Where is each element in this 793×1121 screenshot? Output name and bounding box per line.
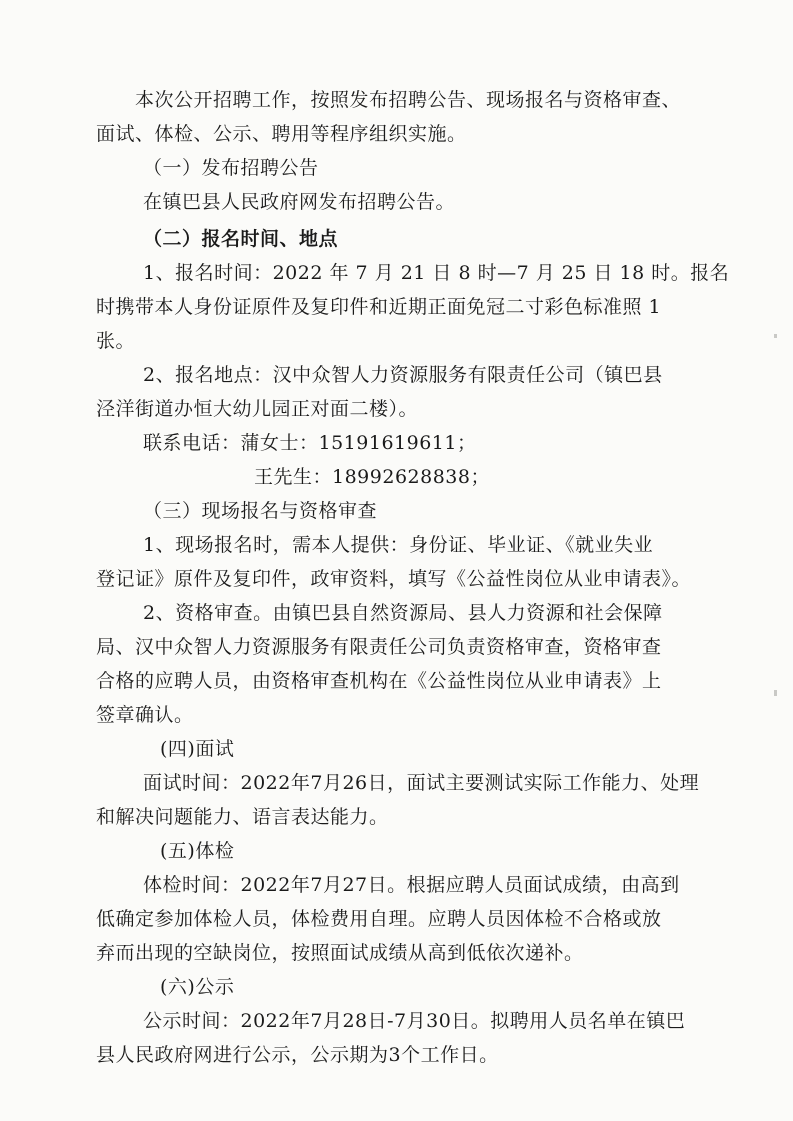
contact-line: 王先生：18992628838；	[254, 466, 490, 488]
contact-line: 联系电话：蒲女士：15191619611；	[143, 432, 477, 454]
section-heading: (六)公示	[160, 976, 235, 998]
section-heading: （三）现场报名与资格审查	[143, 500, 378, 522]
scan-edge-mark	[774, 334, 777, 338]
paragraph-line: 2、报名地点：汉中众智人力资源服务有限责任公司（镇巴县	[143, 364, 663, 386]
paragraph-line: 合格的应聘人员，由资格审查机构在《公益性岗位从业申请表》上	[96, 670, 662, 692]
scan-edge-mark	[774, 690, 777, 696]
paragraph-line: 泾洋街道办恒大幼儿园正对面二楼）。	[96, 398, 419, 420]
paragraph-line: 签章确认。	[96, 704, 194, 726]
paragraph-line: 登记证》原件及复印件，政审资料，填写《公益性岗位从业申请表》。	[96, 568, 692, 590]
paragraph-line: 公示时间：2022年7月28日-7月30日。拟聘用人员名单在镇巴	[143, 1010, 686, 1032]
paragraph-line: 张。	[96, 330, 136, 352]
section-heading: (四)面试	[160, 738, 235, 760]
paragraph-line: 和解决问题能力、语言表达能力。	[96, 806, 389, 828]
paragraph-line: 面试、体检、公示、聘用等程序组织实施。	[96, 123, 467, 145]
paragraph-line: 体检时间：2022年7月27日。根据应聘人员面试成绩，由高到	[143, 874, 680, 896]
paragraph-line: 2、资格审查。由镇巴县自然资源局、县人力资源和社会保障	[143, 602, 663, 624]
paragraph-line: 面试时间：2022年7月26日，面试主要测试实际工作能力、处理	[143, 772, 700, 794]
paragraph-line: 1、报名时间：2022 年 7 月 21 日 8 时—7 月 25 日 18 时。报名	[143, 262, 730, 284]
paragraph-line: 局、汉中众智人力资源服务有限责任公司负责资格审查，资格审查	[96, 636, 662, 658]
paragraph-line: 在镇巴县人民政府网发布招聘公告。	[143, 191, 456, 213]
paragraph-line: 本次公开招聘工作，按照发布招聘公告、现场报名与资格审查、	[135, 89, 682, 111]
paragraph-line: 时携带本人身份证原件及复印件和近期正面免冠二寸彩色标准照 1	[96, 296, 662, 318]
section-heading: （一）发布招聘公告	[143, 157, 319, 179]
section-heading: （二）报名时间、地点	[143, 228, 339, 250]
paragraph-line: 低确定参加体检人员，体检费用自理。应聘人员因体检不合格或放	[96, 908, 662, 930]
paragraph-line: 1、现场报名时，需本人提供：身份证、毕业证、《就业失业	[143, 534, 654, 556]
paragraph-line: 弃而出现的空缺岗位，按照面试成绩从高到低依次递补。	[96, 942, 584, 964]
section-heading: (五)体检	[160, 840, 235, 862]
paragraph-line: 县人民政府网进行公示，公示期为3个工作日。	[96, 1044, 499, 1066]
